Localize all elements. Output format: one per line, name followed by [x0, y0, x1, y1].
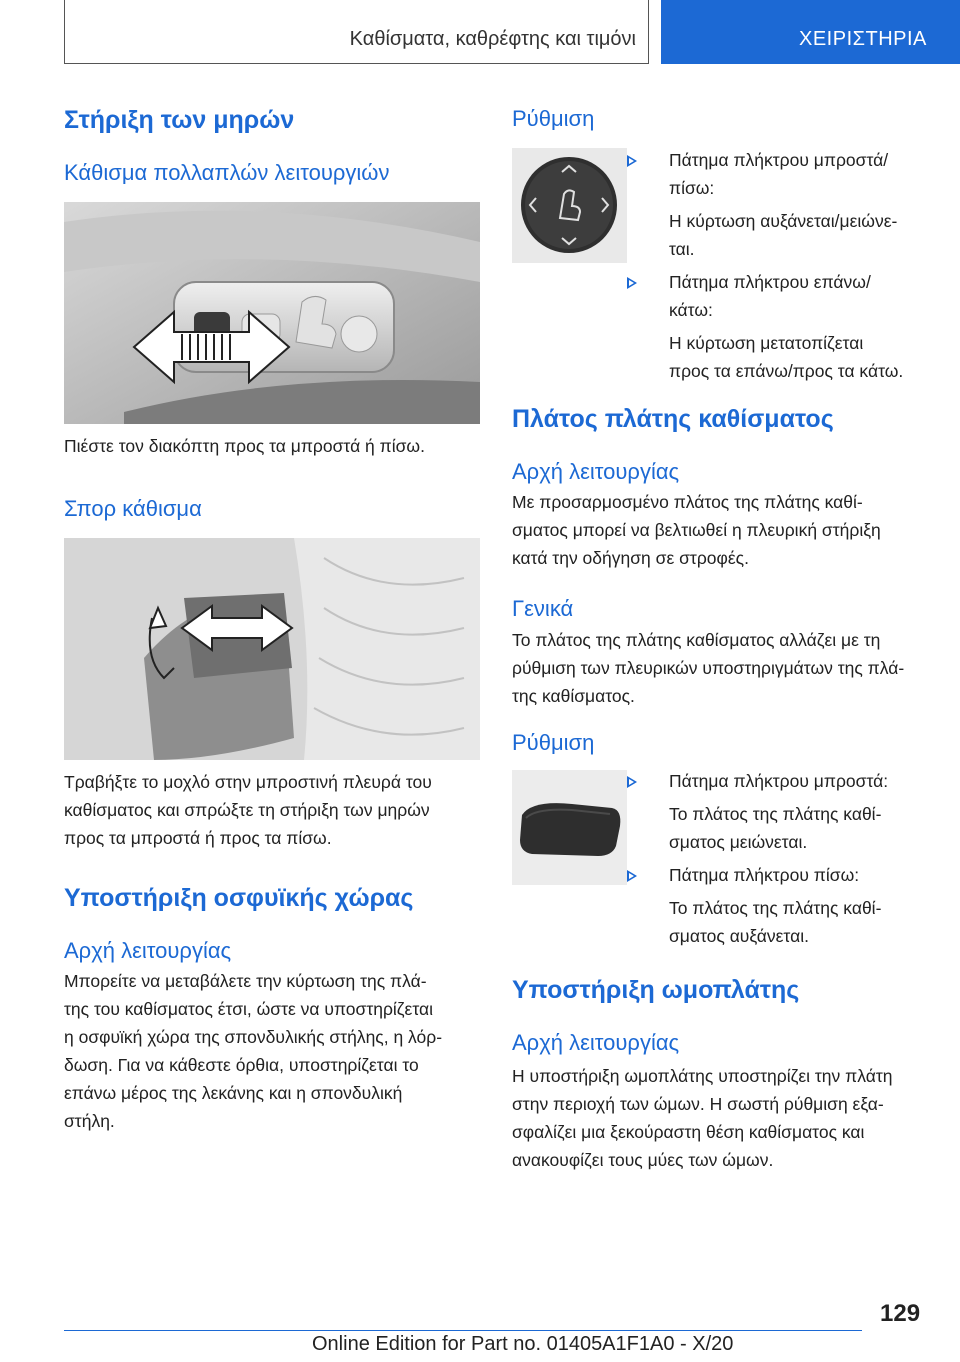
step-result-line: Η κύρτωση αυξάνεται/μειώνε- — [669, 211, 898, 231]
page-number: 129 — [880, 1300, 921, 1327]
width-heading: Πλάτος πλάτης καθίσματος — [512, 405, 834, 433]
width-principle-line: κατά την οδήγηση σε στροφές. — [512, 548, 749, 568]
step-result-line: σματος αυξάνεται. — [669, 926, 809, 946]
section-tab-label: ΧΕΙΡΙΣΤΗΡΙΑ — [799, 28, 927, 50]
lumbar-principle-line: επάνω μέρος της λεκάνης και η σπονδυλική — [64, 1083, 403, 1103]
page-title: Στήριξη των μηρών — [64, 106, 295, 134]
width-general-line: της καθίσματος. — [512, 686, 635, 706]
step-result-line: Το πλάτος της πλάτης καθί- — [669, 898, 882, 918]
step-result — [627, 207, 927, 263]
lumbar-principle-line: στήλη. — [64, 1111, 115, 1131]
width-principle-line: Με προσαρμοσμένο πλάτος της πλάτης καθί- — [512, 492, 863, 512]
sport-seat-text-line: Τραβήξτε το μοχλό στην μπροστινή πλευρά του — [64, 772, 432, 792]
sport-seat-heading: Σπορ κάθισμα — [64, 496, 202, 521]
width-general-line: ρύθμιση των πλευρικών υποστηριγμάτων της πλά- — [512, 658, 905, 678]
lumbar-principle-line: δωση. Για να κάθεστε όρθια, υποστηρίζεται το — [64, 1055, 419, 1075]
width-principle-line: σματος μπορεί να βελτιωθεί η πλευρική στήριξη — [512, 520, 881, 540]
multi-seat-switch-photo — [64, 202, 480, 424]
sport-seat-illustration — [64, 538, 480, 760]
lumbar-heading: Υποστήριξη οσφυϊκής χώρας — [64, 884, 414, 912]
multi-seat-heading: Κάθισμα πολλαπλών λειτουργιών — [64, 160, 390, 185]
lumbar-principle-line: η οσφυϊκή χώρα της σπονδυλικής στήλης, η λόρ- — [64, 1027, 443, 1047]
lumbar-adjust-heading: Ρύθμιση — [512, 106, 595, 131]
width-principle-heading: Αρχή λειτουργίας — [512, 459, 680, 484]
step-arrow-icon — [627, 277, 637, 289]
step-result-line: ται. — [669, 239, 695, 259]
step-result-line: Το πλάτος της πλάτης καθί- — [669, 804, 882, 824]
step-result-line: σματος μειώνεται. — [669, 832, 808, 852]
step-result-line: προς τα επάνω/προς τα κάτω. — [669, 361, 904, 381]
step-action-line: κάτω: — [669, 300, 713, 320]
shoulder-principle-line: Η υποστήριξη ωμοπλάτης υποστηρίζει την πλάτη — [512, 1066, 893, 1086]
lumbar-principle-line: της του καθίσματος έτσι, ώστε να υποστηρίζεται — [64, 999, 433, 1019]
step-action-line: Πάτημα πλήκτρου μπροστά: — [669, 771, 889, 791]
shoulder-principle-heading: Αρχή λειτουργίας — [512, 1030, 680, 1055]
step-action-line: Πάτημα πλήκτρου πίσω: — [669, 865, 860, 885]
shoulder-principle-line: ανακουφίζει τους μύες των ώμων. — [512, 1150, 774, 1170]
header-chapter-box — [64, 0, 649, 64]
sport-seat-text-line: προς τα μπροστά ή προς τα πίσω. — [64, 828, 332, 848]
width-step — [627, 861, 927, 889]
step-result — [627, 329, 927, 385]
width-control-photo — [512, 770, 627, 885]
width-step — [627, 767, 927, 795]
width-general-heading: Γενικά — [512, 596, 574, 621]
lumbar-step — [627, 268, 927, 324]
lumbar-principle-line: Μπορείτε να μεταβάλετε την κύρτωση της πλά- — [64, 971, 427, 991]
step-action-line: Πάτημα πλήκτρου μπροστά/ — [669, 150, 889, 170]
edition-text: Online Edition for Part no. 01405A1F1A0 - X/20 — [312, 1333, 734, 1355]
lumbar-principle-heading: Αρχή λειτουργίας — [64, 938, 232, 963]
chapter-title: Καθίσματα, καθρέφτης και τιμόνι — [349, 28, 636, 50]
sport-seat-text-line: καθίσματος και σπρώξτε τη στήριξη των μηρών — [64, 800, 430, 820]
step-result — [627, 800, 927, 856]
shoulder-principle-line: στην περιοχή των ώμων. Η σωστή ρύθμιση εξα- — [512, 1094, 884, 1114]
sport-seat-photo — [64, 538, 480, 760]
lumbar-step — [627, 146, 927, 202]
shoulder-principle-line: σφαλίζει μια ξεκούραστη θέση καθίσματος και — [512, 1122, 865, 1142]
step-arrow-icon — [627, 776, 637, 788]
step-action-line: Πάτημα πλήκτρου επάνω/ — [669, 272, 871, 292]
step-result — [627, 894, 927, 950]
footer-divider — [64, 1330, 862, 1331]
section-tab[interactable] — [661, 0, 960, 64]
step-arrow-icon — [627, 155, 637, 167]
step-action-line: πίσω: — [669, 178, 715, 198]
step-arrow-icon — [627, 870, 637, 882]
width-general-line: Το πλάτος της πλάτης καθίσματος αλλάζει με τη — [512, 630, 881, 650]
lumbar-control-photo — [512, 148, 627, 263]
width-control-illustration — [512, 770, 627, 885]
lumbar-control-illustration — [512, 148, 627, 263]
multi-seat-switch-illustration — [64, 202, 480, 424]
multi-seat-text: Πιέστε τον διακόπτη προς τα μπροστά ή πίσω. — [64, 436, 425, 456]
shoulder-heading: Υποστήριξη ωμοπλάτης — [512, 976, 800, 1004]
step-result-line: Η κύρτωση μετατοπίζεται — [669, 333, 864, 353]
width-adjust-heading: Ρύθμιση — [512, 730, 595, 755]
